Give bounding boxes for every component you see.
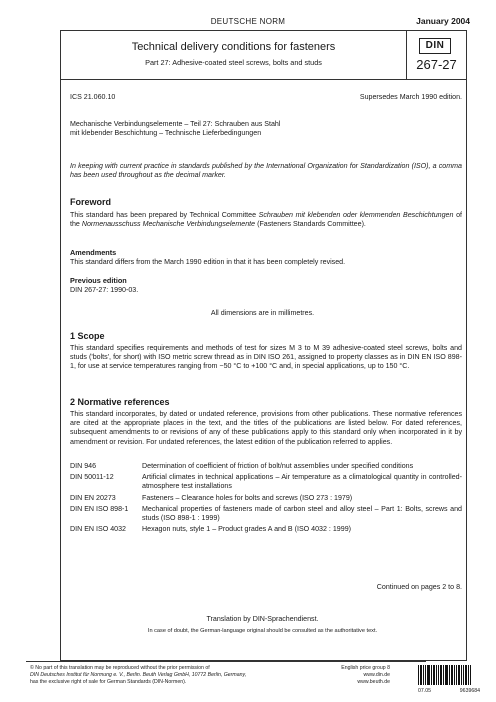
title-block xyxy=(60,30,467,80)
reference-key: DIN 50011-12 xyxy=(70,473,114,482)
scope-heading: 1 Scope xyxy=(70,331,105,341)
reference-item xyxy=(70,494,462,503)
normative-text: This standard incorporates, by dated or undated reference, provisions from other publications. These normative references are cited at the appropriate places in the text, and the titles of the publications are listed below. For dated references, subsequent amendments to or revisions of any of these publications apply to this standard only when incorporated in it by amendment or revision. For undated references, the latest edition of the publication referred to applies. xyxy=(70,410,462,446)
reference-item xyxy=(70,505,462,523)
reference-title: Determination of coefficient of friction of bolt/nut assemblies under specified conditions xyxy=(142,462,414,470)
reference-key: DIN EN 20273 xyxy=(70,493,116,502)
copyright-line1: © No part of this translation may be reproduced without the prior permission of xyxy=(30,665,210,671)
german-title-line2: mit klebender Beschichtung – Technische Lieferbedingungen xyxy=(70,129,262,138)
previous-edition-heading: Previous edition xyxy=(70,276,127,285)
reference-title: Fasteners – Clearance holes for bolts and screws (ISO 273 : 1979) xyxy=(142,493,353,502)
price-group: English price group 8 xyxy=(341,665,390,671)
continued-note: Continued on pages 2 to 8. xyxy=(376,583,462,591)
supersedes-note: Supersedes March 1990 edition. xyxy=(359,93,462,101)
reference-item xyxy=(70,462,462,471)
reference-title: Mechanical properties of fasteners made of carbon steel and alloy steel – Part 1: Bolts, screws and studs (ISO 898-1 : 1999) xyxy=(142,504,462,523)
barcode-code-right: 9639684 xyxy=(459,688,480,694)
reference-item xyxy=(70,473,462,491)
reference-list xyxy=(70,462,462,536)
previous-edition-text: DIN 267-27: 1990-03. xyxy=(70,286,139,294)
issue-date: January 2004 xyxy=(416,16,470,26)
reference-key: DIN EN ISO 898-1 xyxy=(70,504,129,513)
foreword-text-b: of the xyxy=(70,211,462,229)
copyright-line2: DIN Deutsches Institut für Normung e. V., Berlin. Beuth Verlag GmbH, 10772 Berlin, Germany, xyxy=(30,671,247,678)
foreword-text-a: This standard has been prepared by Technical Committee xyxy=(70,211,257,219)
standard-type: DEUTSCHE NORM xyxy=(210,17,286,26)
foreword-text-c: (Fasteners Standards Committee). xyxy=(257,220,366,229)
amendments-text: This standard differs from the March 1990 edition in that it has been completely revised. xyxy=(70,258,346,266)
doubt-note: In case of doubt, the German-language original should be consulted as the authoritative text. xyxy=(147,628,378,634)
foreword-heading: Foreword xyxy=(70,197,112,207)
reference-item xyxy=(70,525,462,534)
document-title: Technical delivery conditions for fasteners xyxy=(131,41,336,53)
barcode xyxy=(418,665,480,685)
din-logo xyxy=(419,38,451,54)
foreword-normenausschuss: Normenausschuss Mechanische Verbindungselemente xyxy=(81,220,256,229)
german-title xyxy=(70,120,460,138)
reference-title: Hexagon nuts, style 1 – Product grades A and B (ISO 4032 : 1999) xyxy=(142,525,352,534)
foreword-paragraph xyxy=(70,211,462,229)
beuth-url[interactable]: www.beuth.de xyxy=(357,678,390,685)
footer-rule xyxy=(26,661,426,662)
din-logo-text: DIN xyxy=(425,40,445,51)
scope-text: This standard specifies requirements and methods of test for sizes M 3 to M 39 adhesive-coated steel screws, bolts and studs ('bolts', for short) with ISO metric screw thread as in DIN ISO 261, assigned to property classes as in DIN EN ISO 898-1, for use at service temperatures ranging from −50 °C to +100 °C and, in special applications, up to 150 °C. xyxy=(70,344,462,371)
reference-key: DIN 946 xyxy=(70,462,97,470)
ics-code: ICS 21.060.10 xyxy=(70,93,116,101)
iso-decimal-note: In keeping with current practice in standards published by the International Organization for Standardization (ISO), a comma has been used throughout as the decimal marker. xyxy=(70,162,462,180)
translation-note: Translation by DIN-Sprachendienst. xyxy=(206,615,319,623)
copyright-notice xyxy=(30,665,320,685)
barcode-codes xyxy=(418,688,480,695)
copyright-line3: has the exclusive right of sale for German Standards (DIN-Normen). xyxy=(30,678,187,685)
din-url[interactable]: www.din.de xyxy=(363,671,390,678)
normative-heading: 2 Normative references xyxy=(70,397,170,407)
foreword-committee: Schrauben mit klebenden oder klemmenden Beschichtungen xyxy=(258,211,454,219)
dimensions-note: All dimensions are in millimetres. xyxy=(210,309,315,317)
page-header xyxy=(0,15,496,29)
amendments-heading: Amendments xyxy=(70,248,117,257)
german-title-line1: Mechanische Verbindungselemente – Teil 27: Schrauben aus Stahl xyxy=(70,120,281,128)
document-subtitle: Part 27: Adhesive-coated steel screws, bolts and studs xyxy=(145,58,322,67)
din-number: 267-27 xyxy=(416,57,457,72)
barcode-code-left: 07.05 xyxy=(418,688,431,694)
price-info xyxy=(318,665,390,685)
reference-title: Artificial climates in technical applications – Air temperature as a climatological quantity in controlled-atmosphere test installations xyxy=(142,473,462,491)
reference-key: DIN EN ISO 4032 xyxy=(70,525,126,534)
